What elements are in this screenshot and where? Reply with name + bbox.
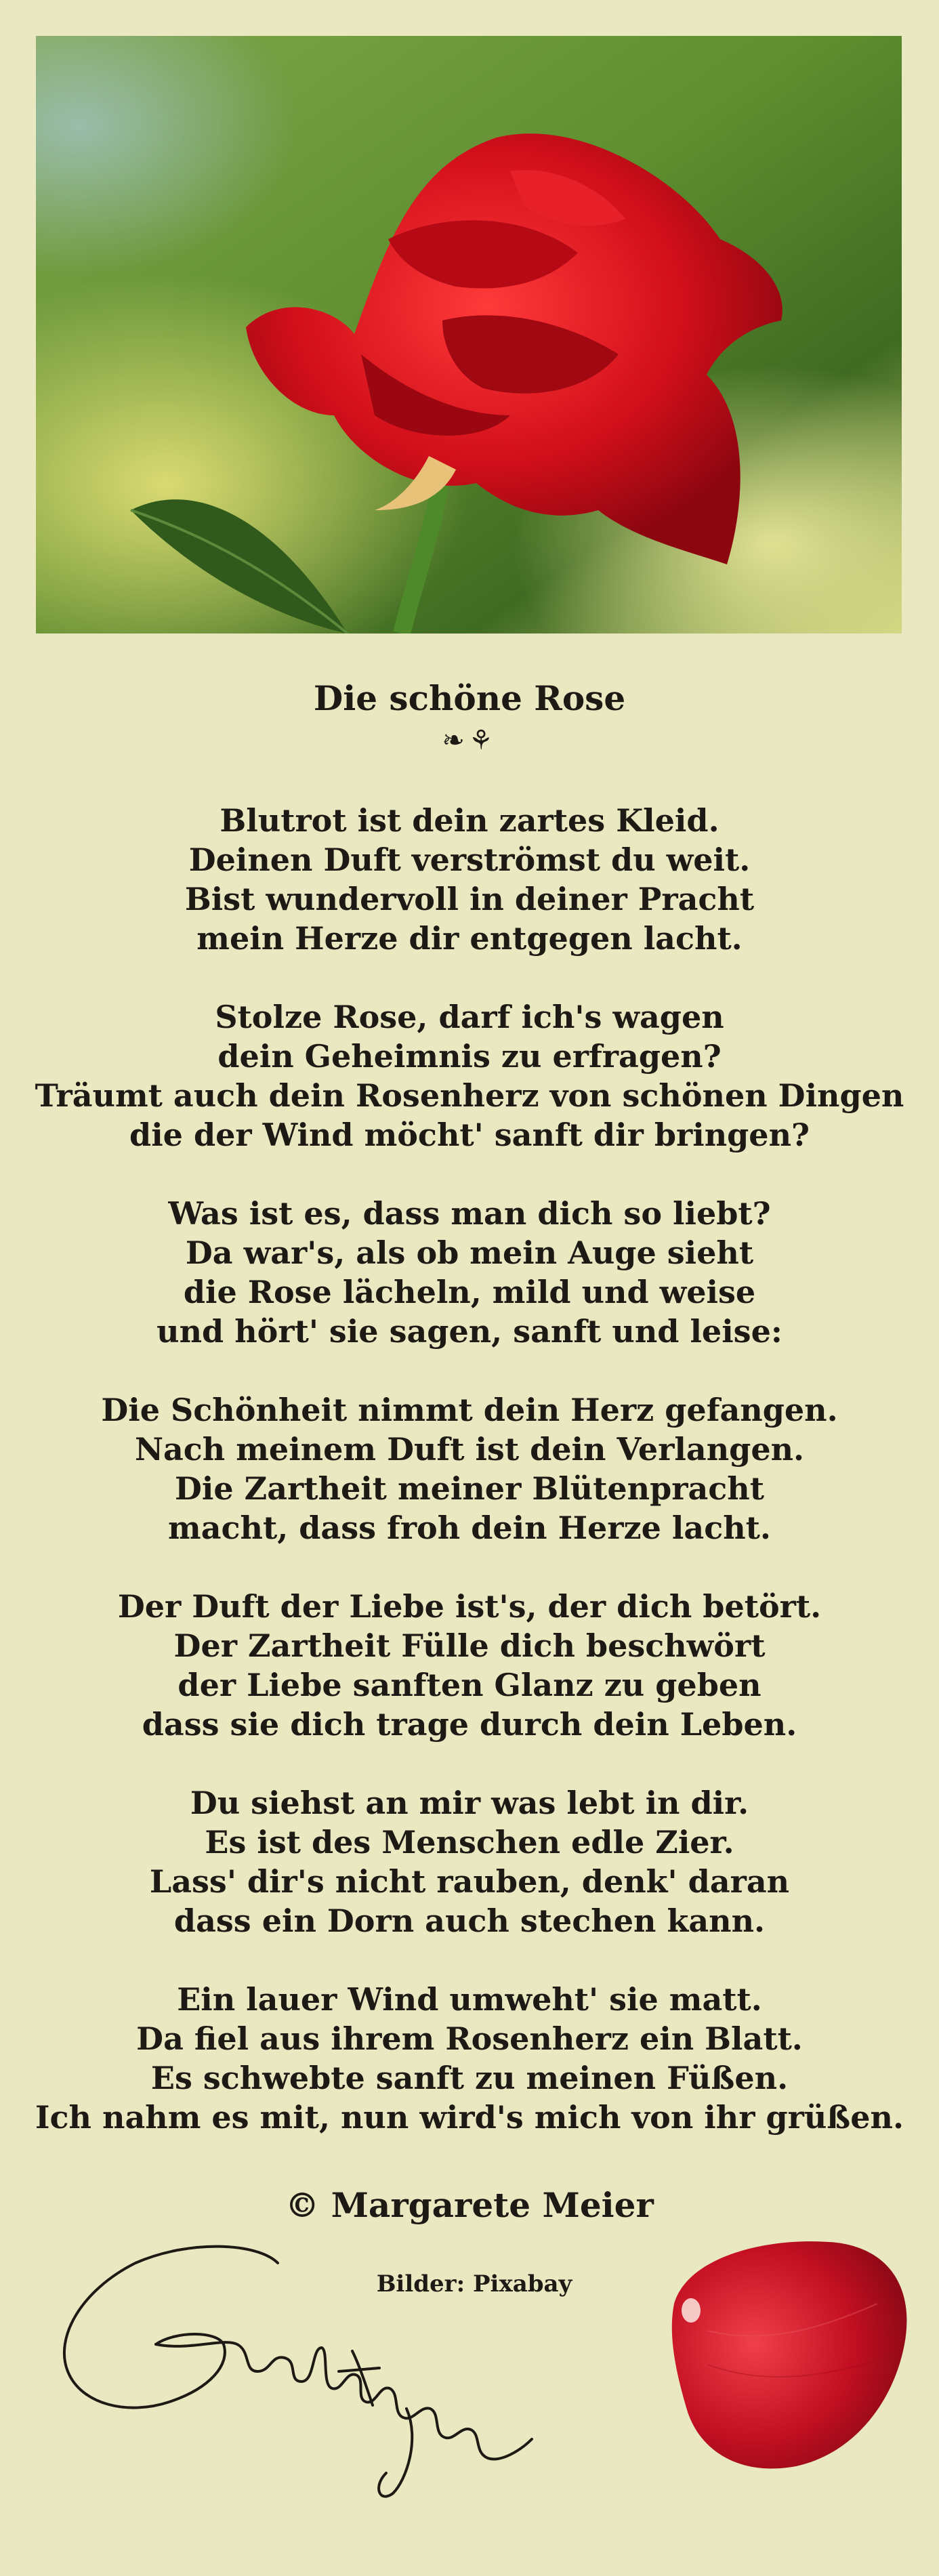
- poem-line: die der Wind möcht' sanft dir bringen?: [129, 1117, 810, 1153]
- poem-line: Ein lauer Wind umweht' sie matt.: [177, 1981, 762, 2018]
- rose-illustration: [36, 36, 902, 633]
- rose-petal-icon: [661, 2229, 918, 2487]
- poem-line: Bist wundervoll in deiner Pracht: [184, 881, 755, 917]
- poem-line: Blutrot ist dein zartes Kleid.: [220, 802, 719, 839]
- poem-line: Ich nahm es mit, nun wird's mich von ihr grüßen.: [35, 2099, 904, 2136]
- poem-line: dass sie dich trage durch dein Leben.: [142, 1706, 797, 1743]
- poem-line: Es ist des Menschen edle Zier.: [205, 1824, 734, 1861]
- poem-line: dass ein Dorn auch stechen kann.: [173, 1903, 766, 1939]
- poem-line: Deinen Duft verströmst du weit.: [188, 842, 751, 878]
- poem-line: Da war's, als ob mein Auge sieht: [185, 1234, 754, 1271]
- copyright-notice: © Margarete Meier: [285, 2185, 654, 2225]
- stanza: [0, 1587, 939, 1744]
- poem-line: Die Schönheit nimmt dein Herz gefangen.: [101, 1392, 838, 1428]
- poem-line: und hört' sie sagen, sanft und leise:: [156, 1313, 782, 1350]
- stanza: [0, 1194, 939, 1351]
- poem-line: Lass' dir's nicht rauben, denk' daran: [149, 1863, 790, 1900]
- stanza: [0, 1980, 939, 2137]
- rose-petal-image: [661, 2229, 918, 2487]
- poem-line: Nach meinem Duft ist dein Verlangen.: [134, 1431, 805, 1468]
- signature-logo: [54, 2236, 542, 2520]
- poem-line: Was ist es, dass man dich so liebt?: [168, 1195, 771, 1232]
- poem-line: die Rose lächeln, mild und weise: [183, 1274, 756, 1310]
- image-credit: Bilder: Pixabay: [376, 2270, 572, 2298]
- stanza: [0, 997, 939, 1155]
- poem-line: Die Zartheit meiner Blütenpracht: [174, 1470, 764, 1507]
- poem-line: Stolze Rose, darf ich's wagen: [215, 999, 724, 1035]
- stanza: [0, 1783, 939, 1940]
- poem-line: dein Geheimnis zu erfragen?: [217, 1038, 722, 1075]
- gedichtezauber-script-logo: [54, 2236, 542, 2520]
- stanza: [0, 1390, 939, 1547]
- poem-line: Es schwebte sanft zu meinen Füßen.: [150, 2060, 789, 2096]
- poem-line: Du siehst an mir was lebt in dir.: [190, 1785, 749, 1821]
- stanza: [0, 801, 939, 958]
- poem-body: [0, 801, 939, 2176]
- rose-ornament-icon: ❧⚘: [442, 725, 497, 756]
- poem-line: macht, dass froh dein Herze lacht.: [168, 1510, 771, 1546]
- poem-line: Der Duft der Liebe ist's, der dich betört.: [117, 1588, 822, 1625]
- poem-line: Da fiel aus ihrem Rosenherz ein Blatt.: [136, 2020, 803, 2057]
- poem-line: mein Herze dir entgegen lacht.: [196, 920, 743, 957]
- poem-line: Träumt auch dein Rosenherz von schönen Dingen: [35, 1077, 904, 1114]
- poem-title: Die schöne Rose: [313, 678, 626, 718]
- poem-line: der Liebe sanften Glanz zu geben: [178, 1667, 761, 1703]
- rose-photo: [36, 36, 902, 633]
- poem-line: Der Zartheit Fülle dich beschwört: [173, 1627, 766, 1664]
